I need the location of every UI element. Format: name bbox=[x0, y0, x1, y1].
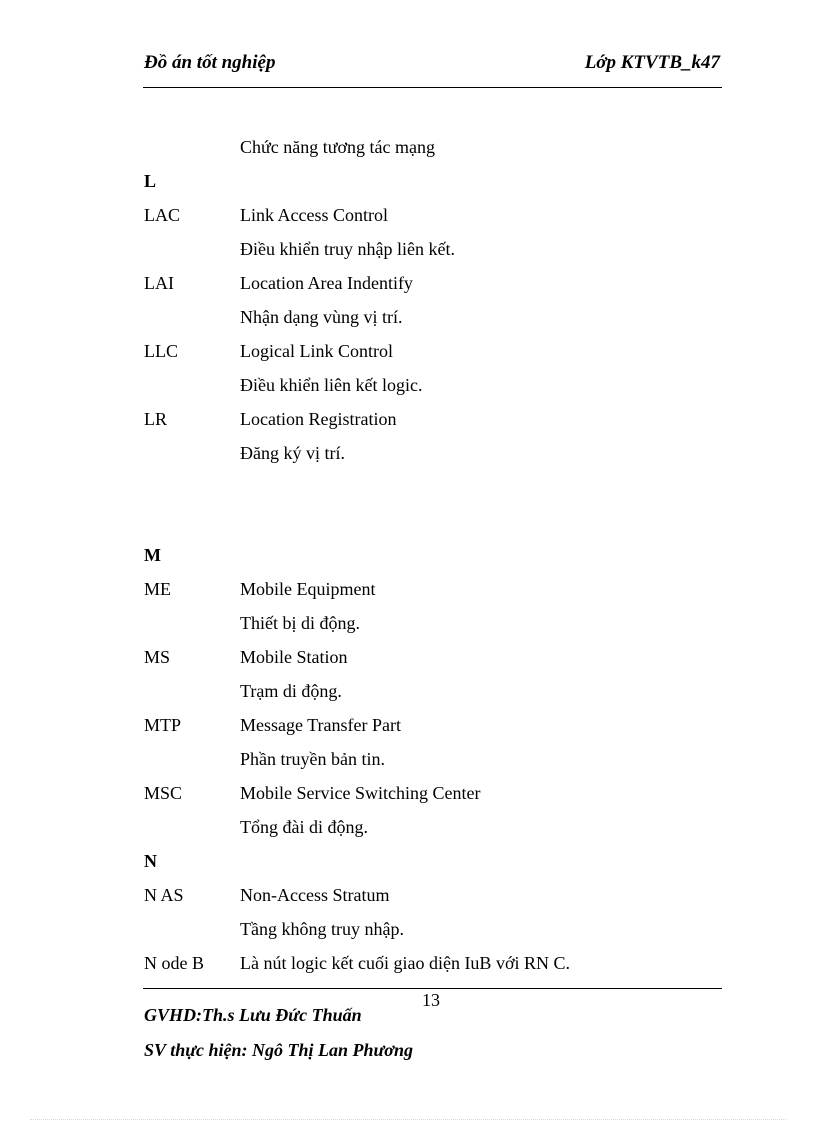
supervisor-line: GVHD:Th.s Lưu Đức Thuấn bbox=[144, 1005, 362, 1025]
section-letter-l: L bbox=[144, 171, 157, 191]
vietnamese-term: Nhận dạng vùng vị trí. bbox=[240, 307, 403, 327]
list-item bbox=[144, 810, 724, 844]
continuation-text: Chức năng tương tác mạng bbox=[240, 137, 435, 157]
abbreviation: MTP bbox=[144, 715, 182, 735]
abbreviation: LAC bbox=[144, 205, 180, 225]
list-item bbox=[144, 368, 724, 402]
english-term: Link Access Control bbox=[240, 205, 388, 225]
list-item bbox=[144, 674, 724, 708]
vietnamese-term: Điều khiển truy nhập liên kết. bbox=[240, 239, 455, 259]
page-edge-divider bbox=[30, 1119, 786, 1120]
student-line: SV thực hiện: Ngô Thị Lan Phương bbox=[144, 1040, 413, 1060]
header-class: Lớp KTVTB_k47 bbox=[584, 52, 720, 73]
abbreviation: MSC bbox=[144, 783, 183, 803]
abbreviation: MS bbox=[144, 647, 171, 667]
section-letter-n: N bbox=[144, 851, 157, 871]
abbreviation: LAI bbox=[144, 273, 174, 293]
abbreviation: LR bbox=[144, 409, 168, 429]
list-item bbox=[144, 606, 724, 640]
english-term: Logical Link Control bbox=[240, 341, 393, 361]
list-item bbox=[144, 742, 724, 776]
vietnamese-term: Đăng ký vị trí. bbox=[240, 443, 345, 463]
section-letter-m: M bbox=[144, 545, 161, 565]
footer-divider bbox=[143, 988, 722, 989]
page-number: 13 bbox=[422, 990, 440, 1010]
abbreviation: N ode B bbox=[144, 953, 204, 973]
list-item bbox=[144, 130, 724, 164]
vietnamese-term: Thiết bị di động. bbox=[240, 613, 360, 633]
vietnamese-term: Phần truyền bản tin. bbox=[240, 749, 385, 769]
section-gap bbox=[144, 470, 724, 538]
english-term: Message Transfer Part bbox=[240, 715, 401, 735]
abbreviation: N AS bbox=[144, 885, 184, 905]
list-item bbox=[144, 232, 724, 266]
list-item bbox=[144, 912, 724, 946]
vietnamese-term: Tổng đài di động. bbox=[240, 817, 368, 837]
list-item bbox=[144, 402, 724, 436]
list-item bbox=[144, 640, 724, 674]
english-term: Location Area Indentify bbox=[240, 273, 413, 293]
list-item bbox=[144, 708, 724, 742]
abbreviation: LLC bbox=[144, 341, 178, 361]
list-item bbox=[144, 198, 724, 232]
definition-text: Là nút logic kết cuối giao diện IuB với RN C. bbox=[240, 953, 570, 973]
list-item bbox=[144, 436, 724, 470]
list-item bbox=[144, 776, 724, 810]
english-term: Mobile Station bbox=[240, 647, 348, 667]
abbreviation: ME bbox=[144, 579, 171, 599]
vietnamese-term: Tầng không truy nhập. bbox=[240, 919, 404, 939]
english-term: Location Registration bbox=[240, 409, 397, 429]
vietnamese-term: Điều khiển liên kết logic. bbox=[240, 375, 423, 395]
list-item bbox=[144, 334, 724, 368]
list-item bbox=[144, 266, 724, 300]
list-item bbox=[144, 946, 724, 980]
list-item bbox=[144, 300, 724, 334]
english-term: Non-Access Stratum bbox=[240, 885, 390, 905]
vietnamese-term: Trạm di động. bbox=[240, 681, 342, 701]
english-term: Mobile Equipment bbox=[240, 579, 376, 599]
header-title: Đồ án tốt nghiệp bbox=[144, 52, 276, 73]
abbreviation-list bbox=[144, 130, 724, 980]
list-item bbox=[144, 572, 724, 606]
header-divider bbox=[143, 87, 722, 88]
english-term: Mobile Service Switching Center bbox=[240, 783, 481, 803]
list-item bbox=[144, 878, 724, 912]
